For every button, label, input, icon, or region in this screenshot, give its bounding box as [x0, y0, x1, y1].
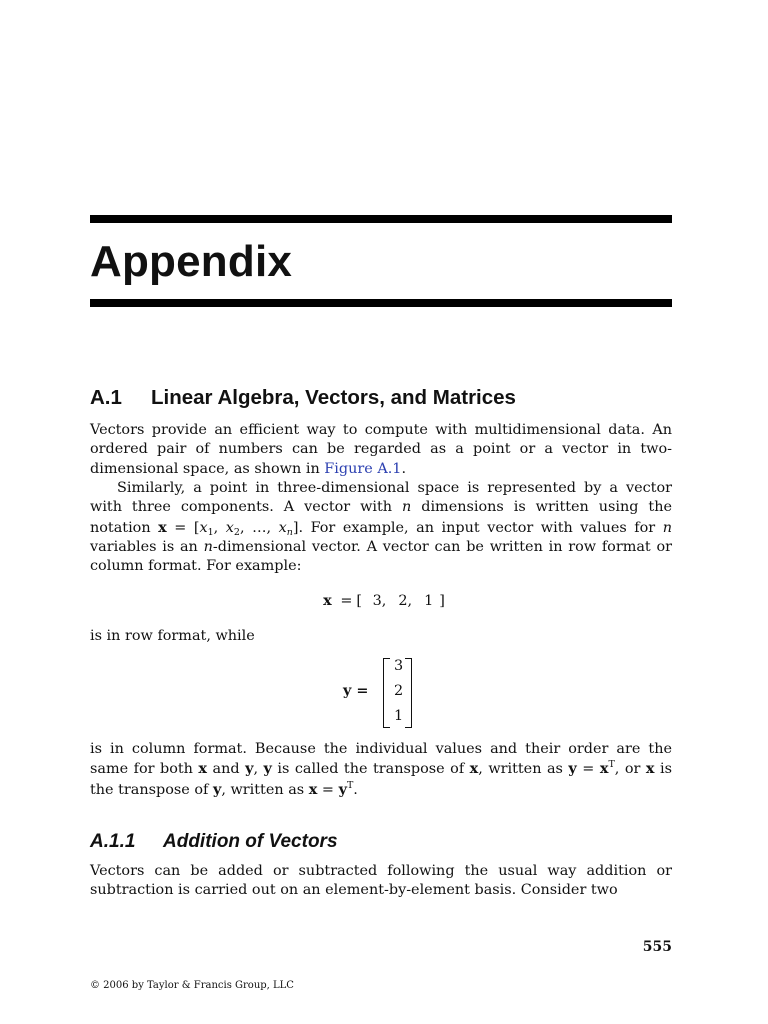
math-vector: y: [212, 780, 222, 798]
chapter-bottom-rule: [90, 299, 672, 307]
math-vector: x: [308, 780, 318, 798]
math-vector: y: [338, 780, 347, 798]
chapter-top-rule: [90, 215, 672, 223]
math-var: n: [662, 519, 672, 536]
figure-a1-link[interactable]: Figure A.1: [324, 460, 402, 477]
paragraph-text: is called the transpose of: [271, 761, 470, 778]
math-var: x: [278, 519, 287, 536]
paragraph-text: is in column format. Because the individual values and their order are the same for both: [90, 741, 672, 778]
subsection-heading: [90, 828, 338, 856]
paragraph-text: variables is an: [90, 538, 204, 555]
paragraph-text: -dimensional vector. A vector can be written in row format or column format. For example:: [90, 538, 673, 575]
math-vector: x: [469, 760, 479, 778]
math-vector: x: [323, 592, 332, 609]
page-number: 555: [642, 939, 672, 955]
paragraph-text: dimensions is written using the notation: [90, 499, 672, 536]
paragraph-text: , written as: [478, 761, 569, 778]
paragraph-text: = [: [166, 519, 200, 536]
math-vector: y: [263, 760, 272, 778]
math-vector: x: [198, 760, 207, 778]
paragraph-text: , or: [614, 761, 646, 778]
paragraph-text: ]. For example, an input vector with values for: [292, 519, 663, 536]
math-var: x: [199, 519, 208, 536]
math-vector: x: [645, 760, 655, 778]
paragraph-text: Vectors provide an efficient way to compute with multidimensional data. An ordered pair of numbers can be regarded as a point or a vector in two-dimensional space, as shown in: [90, 422, 672, 477]
vector-entry: 1: [424, 593, 434, 609]
vector-entry: 1: [394, 708, 404, 724]
row-vector-equation: [0, 590, 768, 612]
vector-entry: 2,: [398, 593, 413, 609]
math-superscript: T: [608, 759, 615, 771]
paragraph-text: ,: [253, 761, 264, 778]
column-vector-equation: [343, 656, 463, 728]
math-vector: y: [568, 760, 577, 778]
math-subscript: n: [286, 526, 293, 538]
paragraph-text: , …,: [239, 519, 279, 536]
vector-entry: 3,: [372, 593, 387, 609]
close-bracket: ]: [439, 593, 445, 609]
paragraph-text: .: [401, 460, 407, 477]
column-vector-lhs: [343, 682, 368, 699]
paragraph-text: =: [317, 781, 339, 798]
math-subscript: 2: [233, 526, 240, 538]
section-heading: [90, 384, 516, 412]
math-var: n: [402, 499, 412, 516]
equals-sign: =: [340, 593, 353, 609]
open-bracket: [: [356, 593, 363, 609]
subsection-number: A.1.1: [90, 831, 136, 852]
paragraph-text: , written as: [221, 781, 309, 798]
math-superscript: T: [346, 779, 354, 791]
paragraph-text: Similarly, a point in three-dimensional space is represented by a vector with three components. A vector with: [90, 480, 672, 516]
paragraph-text: is the transpose of: [90, 761, 672, 798]
paragraph-text: .: [353, 781, 358, 798]
chapter-title: Appendix: [90, 237, 293, 286]
math-vector: x: [599, 760, 609, 778]
section-number: A.1: [90, 386, 122, 409]
math-var: x: [225, 519, 234, 536]
math-subscript: 1: [207, 526, 214, 538]
paragraph-row-format: is in row format, while: [90, 628, 255, 644]
paragraph-text: and: [207, 761, 246, 778]
paragraph-vectors-intro: [90, 421, 672, 479]
copyright-notice: © 2006 by Taylor & Francis Group, LLC: [90, 980, 294, 991]
math-vector: y: [245, 760, 254, 778]
subsection-title: Addition of Vectors: [163, 831, 338, 852]
math-vector: x: [158, 518, 167, 536]
right-matrix-bracket: [405, 658, 412, 728]
paragraph-three-dimensional: [90, 479, 672, 576]
paragraph-text: ,: [213, 519, 226, 536]
paragraph-transpose: [90, 740, 672, 800]
vector-entry: 3: [394, 658, 404, 674]
paragraph-text: =: [576, 761, 600, 778]
left-matrix-bracket: [383, 658, 390, 728]
vector-entry: 2: [394, 683, 404, 699]
section-title: Linear Algebra, Vectors, and Matrices: [151, 386, 516, 409]
paragraph-addition: Vectors can be added or subtracted following the usual way addition or subtraction is carried out on an element-by-element basis. Consider two: [90, 863, 672, 899]
math-vector: y =: [343, 682, 369, 699]
math-var: n: [203, 538, 213, 555]
